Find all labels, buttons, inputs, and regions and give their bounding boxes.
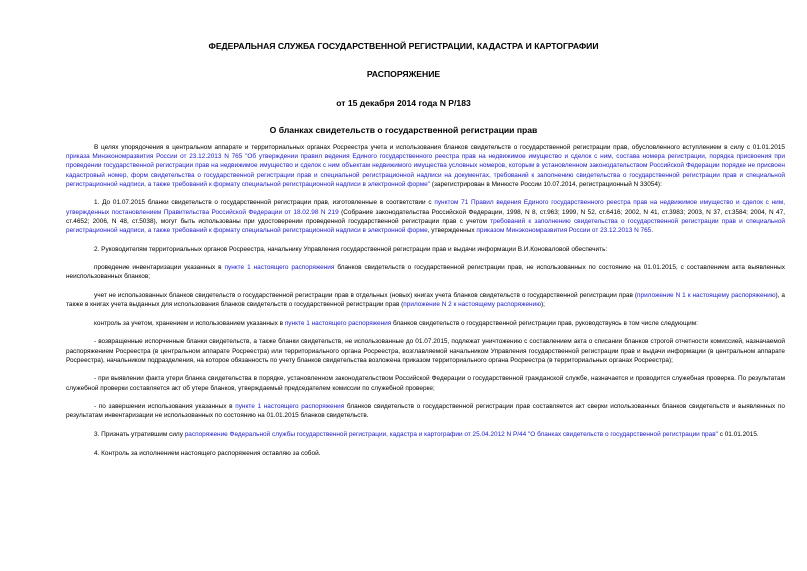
link-appendix-2[interactable]: приложение N 2 к настоящему распоряжению — [403, 301, 542, 309]
link-clause-1[interactable]: пункте 1 настоящего распоряжения — [224, 264, 335, 272]
agency-name: ФЕДЕРАЛЬНАЯ СЛУЖБА ГОСУДАРСТВЕННОЙ РЕГИСТРАЦИИ, КАДАСТРА И КАРТОГРАФИИ — [208, 41, 599, 51]
paragraph-text: контроль за учетом, хранением и использованием указанных в — [94, 319, 285, 327]
paragraph-text: бланков свидетельств о государственной регистрации прав, не использованных по состоянию на 01.01.2015, с составлением акта выявленных неиспользованных бланков; — [66, 264, 786, 281]
paragraph-text: учет не использованных бланков свидетельств о государственной регистрации прав в отдельных (новых) книгах учета бланков свидетельств о государственной регистрации прав ( — [94, 292, 638, 299]
paragraph-text: бланков свидетельств о государственной регистрации прав составляется акт сверки использованных бланков свидетельств и выявленных по результатам инвентаризации не использованных по состоянию на 01.01.2015 бланков свидетельств. — [66, 403, 785, 420]
link-filling-requirements[interactable]: требований к заполнению свидетельства о государственной регистрации прав и специальной регистрационной надписи, а также требований к формату специальной регистрационной надписи в электронной форме — [66, 217, 785, 235]
paragraph-text: ); — [541, 301, 545, 309]
clause-2-paragraph — [66, 245, 785, 254]
preamble-paragraph — [66, 143, 785, 189]
document-type: РАСПОРЯЖЕНИЕ — [366, 69, 441, 79]
paragraph-text: 3. Признать утратившим силу — [94, 430, 185, 438]
paragraph-text: бланков свидетельств о государственной регистрации прав, руководствуясь в том числе следующим: — [391, 319, 698, 327]
paragraph-text: с 01.01.2015. — [717, 430, 759, 438]
loss-paragraph — [66, 374, 785, 392]
paragraph-text: В целях упорядочения в центральном аппарате и территориальных органах Росреестра учета и использования бланков свидетельств о государственной регистрации прав, обусловленного вступлением в силу с 01.01.2015 — [94, 144, 785, 151]
link-rules-clause-71[interactable]: пунктом 71 Правил ведения Единого государственного реестра прав на недвижимое имущество и сделок с ним, утвержденных постановлением Правительства Российской Федерации от 18.02.98 N 219 — [66, 199, 785, 216]
document-title: О бланках свидетельств о государственной регистрации прав — [269, 125, 538, 135]
inventory-paragraph — [66, 263, 785, 281]
clause-4-paragraph — [66, 449, 785, 458]
link-clause-1[interactable]: пункте 1 настоящего распоряжения — [284, 319, 392, 327]
link-order-p44[interactable]: распоряжение Федеральной службы государственной регистрации, кадастра и картографии от 25.04.2012 N Р/44 "О бланках свидетельств о государственной регистрации прав" — [184, 430, 718, 438]
destruction-paragraph — [66, 337, 785, 365]
paragraph-text: 2. Руководителям территориальных органов Росреестра, начальнику Управления государственной регистрации прав и выдачи информации В.И.Коноваловой обеспечить: — [94, 245, 608, 253]
document-date-number: от 15 декабря 2014 года N Р/183 — [336, 98, 471, 108]
paragraph-text: - при выявлении факта утери бланка свидетельства в порядке, установленном законодательством Российской Федерации о государственной гражданской службе, назначается и проводится служебная проверка. По результатам служебной проверки составляется акт об утере бланков, утверждаемый председателем комиссии по служебной проверке; — [66, 375, 785, 392]
link-clause-1[interactable]: пункте 1 настоящего распоряжения — [235, 403, 345, 411]
paragraph-text: (зарегистрирован в Минюсте России 10.07.2014, регистрационный N 33054): — [430, 180, 662, 188]
paragraph-text: , утвержденных — [427, 227, 477, 235]
paragraph-text: 1. До 01.07.2015 бланки свидетельств о государственной регистрации прав, изготовленные в соответствии с — [94, 199, 435, 207]
reconciliation-paragraph — [66, 402, 785, 420]
document-body — [66, 143, 785, 467]
paragraph-text: (Собрание законодательства Российской Федерации, 1998, N 8, ст.963; 1999, N 52, ст.6416; 2002, N 41, ст.3983; 2003, N 37, ст.3584; 2004, N 47, ст.4652; 2006, N 48, ст.5038), могут быть использованы при удостоверении проведенной государственной регистрации прав с учетом — [66, 208, 785, 225]
link-order-765-short[interactable]: приказом Минэкономразвития России от 23.12.2013 N 765 — [476, 227, 652, 235]
link-order-765[interactable]: приказа Минэкономразвития России от 23.12.2013 N 765 "Об утверждении правил ведения Единого государственного реестра прав на недвижимое имущество и сделок с ним, состава номера регистрации, порядка присвоения при проведении государственной регистрации прав на недвижимое имущество и сделок с ним объектам недвижимого имущества условных номеров, которым в установленном законодательством Российской Федерации порядке не присвоен кадастровый номер, форм свидетельства о государственной регистрации прав и специальной регистрационной надписи на документах, требований к заполнению свидетельства о государственной регистрации прав и специальной регистрационной надписи, а также требований к формату специальной регистрационной надписи в электронной форме" — [66, 153, 785, 188]
paragraph-text: 4. Контроль за исполнением настоящего распоряжения оставляю за собой. — [94, 449, 321, 457]
paragraph-text: - по завершении использования указанных в — [94, 403, 236, 411]
clause-1-paragraph — [66, 198, 785, 235]
paragraph-text: проведение инвентаризации указанных в — [94, 264, 225, 272]
paragraph-text: - возвращенные испорченные бланки свидетельств, а также бланки свидетельств, не использованные до 01.07.2015, подлежат уничтожению с составлением акта о списании бланков строгой отчетности комиссией, назначаемой распоряжением Росреестра (в центральном аппарате Росреестра) или территориального органа Росреестра, возглавляемой начальником Управления государственной регистрации прав и выдачи информации (в центральном аппарате Росреестра), начальником подразделения, на которое обязанность по учету бланков свидетельства возложена приказом территориального органа Росреестра (в территориальных органах Росреестра); — [66, 338, 785, 364]
link-appendix-1[interactable]: приложение N 1 к настоящему распоряжению — [637, 292, 776, 299]
paragraph-text: . — [651, 227, 654, 235]
clause-3-paragraph — [66, 430, 785, 439]
paragraph-text: ), а также в книгах учета выданных для использования бланков свидетельств о государственной регистрации прав ( — [66, 292, 785, 309]
control-paragraph — [66, 319, 785, 328]
accounting-paragraph — [66, 291, 785, 309]
